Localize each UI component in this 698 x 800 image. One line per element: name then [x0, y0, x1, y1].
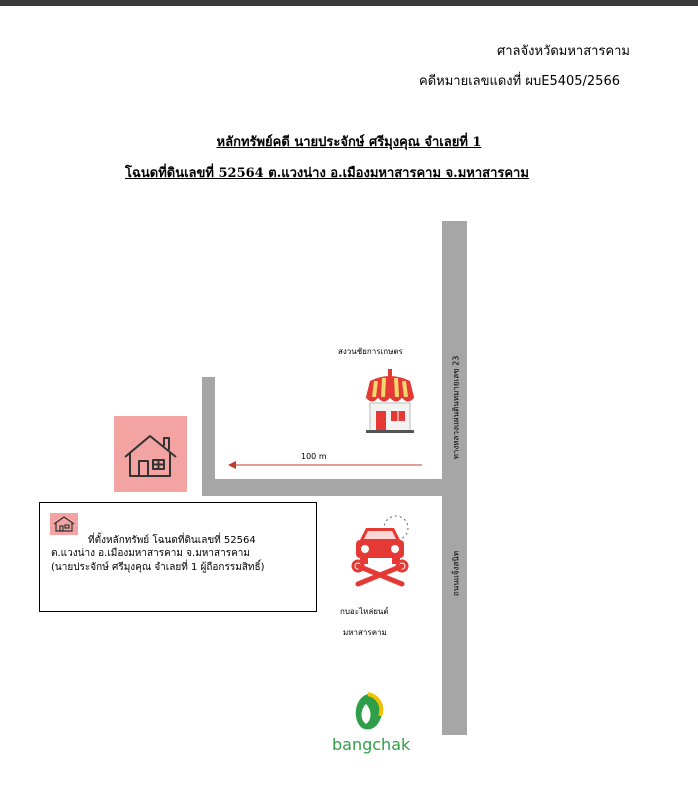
window-top-bar [0, 0, 698, 6]
document-title-line1: หลักทรัพย์คดี นายประจักษ์ ศรีมุงคุณ จำเลยที่ 1 [216, 135, 482, 150]
shop-icon [362, 367, 418, 435]
main-road [442, 221, 467, 735]
main-road-label-upper: ทางหลวงแผ่นดินหมายเลข 23 [451, 355, 461, 460]
house-icon [50, 513, 78, 535]
case-number: คดีหมายเลขแดงที่ ผบE5405/2566 [419, 74, 620, 89]
legend-line1: ที่ตั้งหลักทรัพย์ โฉนดที่ดินเลขที่ 52564 [88, 535, 256, 546]
legend-line2: ต.แวงน่าง อ.เมืองมหาสารคาม จ.มหาสารคาม [51, 548, 250, 559]
legend-marker [50, 513, 78, 535]
shop-label: สงวนชัยการเกษตร [338, 347, 403, 356]
legend-box [39, 502, 317, 612]
property-marker [114, 416, 187, 492]
bangchak-logo-icon [348, 690, 388, 734]
distance-label: 100 m [301, 452, 327, 461]
court-name: ศาลจังหวัดมหาสารคาม [496, 44, 630, 59]
legend-line3: (นายประจักษ์ ศรีมุงคุณ จำเลยที่ 1 ผู้ถือกรรมสิทธิ์) [51, 562, 265, 573]
document-title-line2: โฉนดที่ดินเลขที่ 52564 ต.แวงน่าง อ.เมืองมหาสารคาม จ.มหาสารคาม [125, 166, 529, 181]
main-road-label-lower: ถนนแจ้งสนิท [451, 550, 461, 597]
bangchak-label: bangchak [332, 735, 411, 754]
car-service-icon [350, 514, 414, 590]
auto-parts-label-line2: มหาสารคาม [343, 628, 387, 637]
side-road-vertical [202, 377, 215, 496]
auto-parts-label-line1: กบอะไหล่ยนต์ [340, 607, 389, 616]
side-road-horizontal [202, 479, 467, 496]
house-icon [114, 416, 187, 492]
